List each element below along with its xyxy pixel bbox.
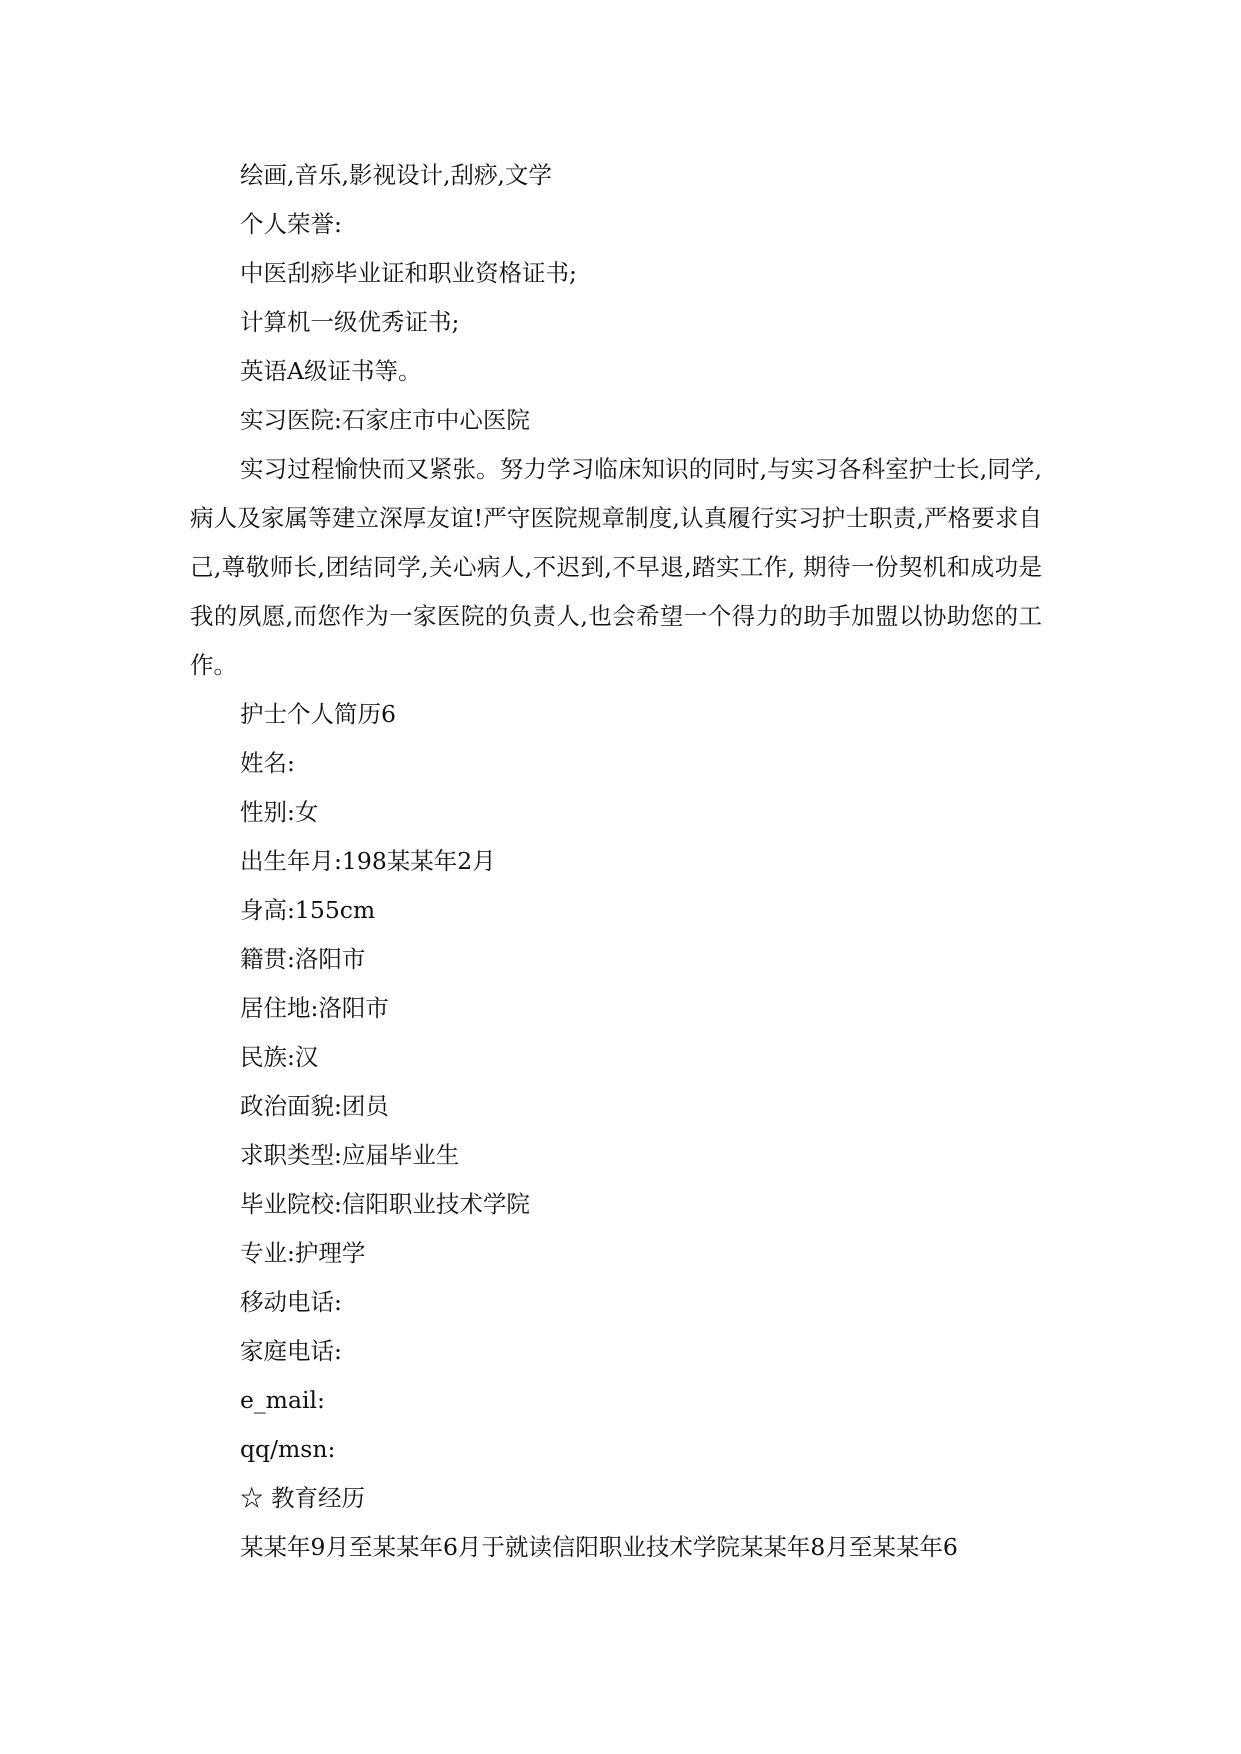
field-origin: 籍贯:洛阳市 [240,945,366,973]
field-qq: qq/msn: [240,1435,336,1463]
honors-label: 个人荣誉: [240,210,342,238]
education-line: 某某年9月至某某年6月于就读信阳职业技术学院某某年8月至某某年6 [240,1533,958,1561]
field-political: 政治面貌:团员 [240,1092,389,1120]
education-heading: ☆ 教育经历 [240,1484,365,1512]
internship-paragraph: 实习过程愉快而又紧张。努力学习临床知识的同时,与实习各科室护士长,同学,病人及家属等建立深厚友谊!严守医院规章制度,认真履行实习护士职责,严格要求自己,尊敬师长,团结同学,关心病人,不迟到,不早退,踏实工作, 期待一份契机和成功是我的夙愿,而您作为一家医院的负责人,也会希望一个得力的助手加盟以协助您的工作。 [190,455,1042,679]
field-school: 毕业院校:信阳职业技术学院 [240,1190,530,1218]
field-major: 专业:护理学 [240,1239,366,1267]
internship-hospital: 实习医院:石家庄市中心医院 [240,406,530,434]
field-gender: 性别:女 [240,798,319,826]
field-mobile: 移动电话: [240,1288,342,1316]
honor-item: 英语A级证书等。 [240,357,422,385]
field-email: e_mail: [240,1386,325,1414]
hobbies-line: 绘画,音乐,影视设计,刮痧,文学 [240,161,552,189]
field-home-phone: 家庭电话: [240,1337,342,1365]
field-ethnicity: 民族:汉 [240,1043,319,1071]
field-birth: 出生年月:198某某年2月 [240,847,496,875]
field-residence: 居住地:洛阳市 [240,994,389,1022]
field-height: 身高:155cm [240,896,376,924]
field-name: 姓名: [240,749,295,777]
honor-item: 中医刮痧毕业证和职业资格证书; [240,259,577,287]
field-job-type: 求职类型:应届毕业生 [240,1141,460,1169]
honor-item: 计算机一级优秀证书; [240,308,460,336]
resume-title: 护士个人简历6 [240,700,396,728]
